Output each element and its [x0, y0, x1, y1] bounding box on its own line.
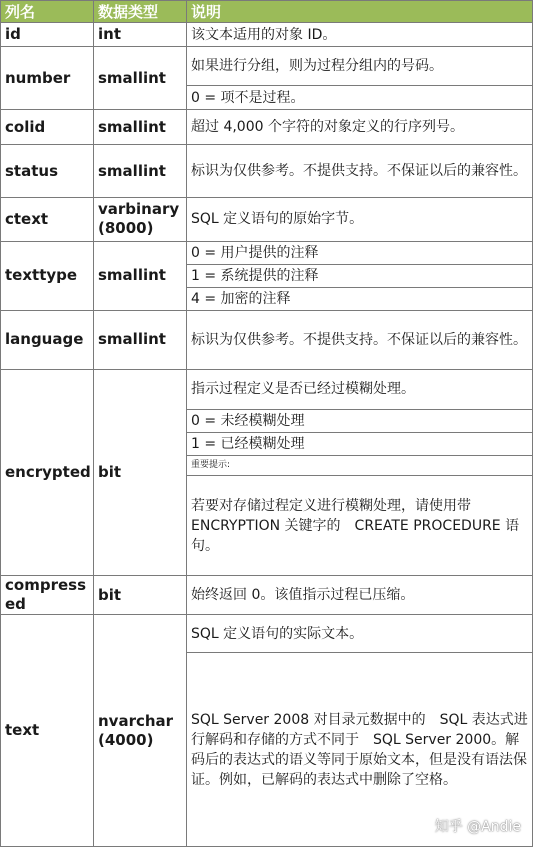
description: 4 = 加密的注释 [187, 287, 533, 310]
data-type: nvarchar(4000) [94, 615, 187, 847]
description: SQL 定义语句的原始字节。 [187, 198, 533, 241]
column-name: compressed [1, 576, 94, 615]
data-type: smallint [94, 145, 187, 198]
column-name: encrypted [1, 369, 94, 575]
watermark: 知乎 @Andie [434, 819, 521, 835]
data-type: smallint [94, 310, 187, 369]
column-name: number [1, 47, 94, 110]
description: 标识为仅供参考。不提供支持。不保证以后的兼容性。 [187, 145, 533, 198]
table-row-compressed [1, 576, 533, 615]
description: 0 = 未经模糊处理 [187, 409, 533, 432]
description: 超过 4,000 个字符的对象定义的行序列号。 [187, 110, 533, 145]
column-name: colid [1, 110, 94, 145]
column-name: ctext [1, 198, 94, 241]
description: 如果进行分组，则为过程分组内的号码。 [187, 47, 533, 86]
column-name: text [1, 615, 94, 847]
description: 1 = 已经模糊处理 [187, 432, 533, 455]
description: 若要对存储过程定义进行模糊处理，请使用带 ENCRYPTION 关键字的 CREATE PROCEDURE 语句。 [187, 476, 533, 576]
header-data-type: 数据类型 [94, 1, 187, 23]
description: 该文本适用的对象 ID。 [187, 23, 533, 47]
header-description: 说明 [187, 1, 533, 23]
table-row-status [1, 145, 533, 198]
data-type: bit [94, 576, 187, 615]
data-type: smallint [94, 110, 187, 145]
data-type: bit [94, 369, 187, 575]
data-type: smallint [94, 47, 187, 110]
description: 0 = 用户提供的注释 [187, 241, 533, 264]
column-name: id [1, 23, 94, 47]
header-column-name: 列名 [1, 1, 94, 23]
table-row-ctext [1, 198, 533, 241]
data-type: int [94, 23, 187, 47]
important-note-label: 重要提示: [187, 455, 533, 475]
description: SQL Server 2008 对目录元数据中的 SQL 表达式进行解码和存储的方式不同于 SQL Server 2000。解码后的表达式的语义等同于原始文本，但是没有语法保证。例如，已解码的表达式中删除了空格。 [187, 653, 533, 847]
description: 指示过程定义是否已经过模糊处理。 [187, 369, 533, 409]
column-name: texttype [1, 241, 94, 310]
column-name: language [1, 310, 94, 369]
description: 始终返回 0。该值指示过程已压缩。 [187, 576, 533, 615]
description: 0 = 项不是过程。 [187, 86, 533, 110]
header-row [1, 1, 533, 23]
table-row-language [1, 310, 533, 369]
description: SQL 定义语句的实际文本。 [187, 615, 533, 653]
column-name: status [1, 145, 94, 198]
description: 标识为仅供参考。不提供支持。不保证以后的兼容性。 [187, 310, 533, 369]
table-row-text [1, 615, 533, 653]
table-row-number [1, 47, 533, 86]
table-row-encrypted [1, 369, 533, 409]
table-row-texttype [1, 241, 533, 264]
data-type: varbinary (8000) [94, 198, 187, 241]
table-row-id [1, 23, 533, 47]
data-type: smallint [94, 241, 187, 310]
description: 1 = 系统提供的注释 [187, 264, 533, 287]
table-row-colid [1, 110, 533, 145]
